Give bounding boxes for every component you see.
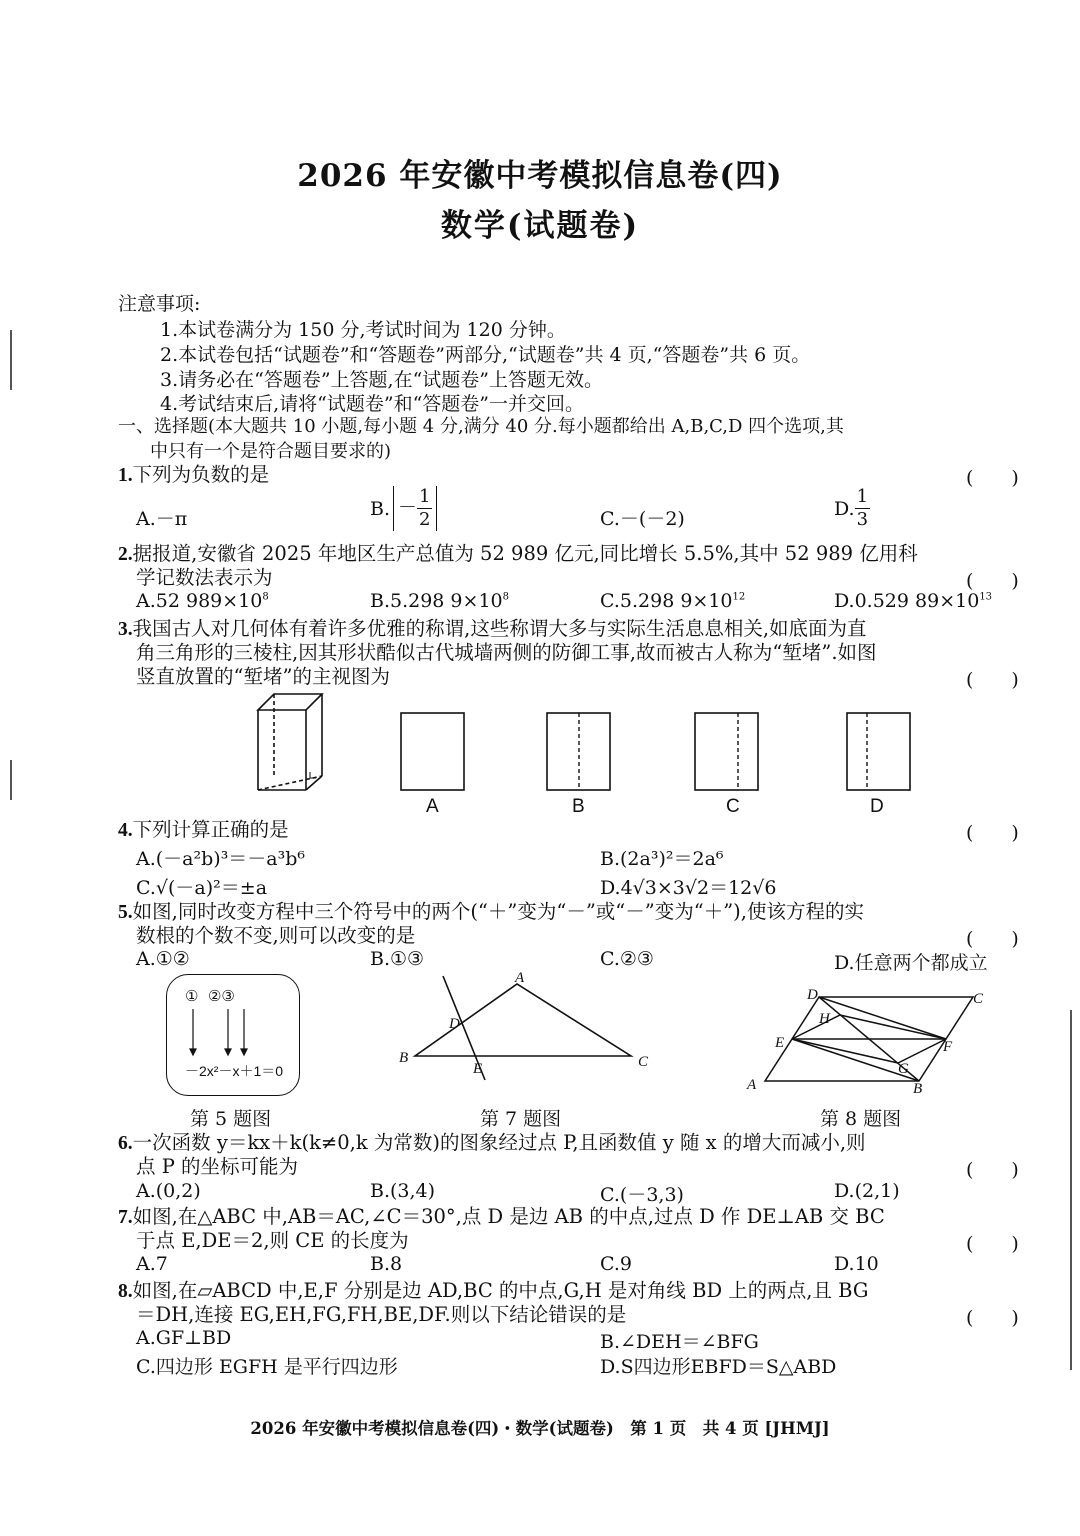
question-6-stem: 6.一次函数 y＝kx＋k(k≠0,k 为常数)的图象经过点 P,且函数值 y 随 x 的增大而减小,则 [118,1131,866,1154]
view-option-b [546,712,612,792]
option-a: A.①② [136,948,190,970]
figure-5-equation: －2x²－x＋1＝0 [185,1063,284,1079]
option-a: A.GF⊥BD [136,1327,232,1349]
scan-edge-mark [10,330,12,390]
option-c: C.5.298 $9\times 10^{12}$ [600,590,746,612]
section-heading-cont: 中只有一个是符合题目要求的) [150,441,392,462]
option-a: A.52 $989\times 10^8$ [136,590,269,612]
option-d: D.S四边形EBFD＝S△ABD [600,1356,837,1378]
question-2-stem: 2.据报道,安徽省 2025 年地区生产总值为 52 989 亿元,同比增长 5.5%,其中 52 989 亿用科 [118,542,918,565]
option-b: B.5.298 $9\times 10^8$ [370,590,509,612]
figure-8 [745,985,995,1095]
view-option-a [400,712,466,792]
page-title: 2026 年安徽中考模拟信息卷(四) [297,158,783,194]
figure-7-caption: 第 7 题图 [480,1108,562,1130]
question-1-stem: 1.下列为负数的是 [118,463,270,486]
option-b: B.①③ [370,948,425,970]
fig7-label-c: C [638,1054,649,1070]
option-c: C.√(－a)²＝±a [136,877,268,899]
question-3-stem-cont: 角三角形的三棱柱,因其形状酷似古代城墙两侧的防御工事,故而被古人称为“堑堵”.如图 [136,641,877,664]
fig8-label-e: E [775,1035,785,1051]
answer-paren: ( ) [966,1307,1019,1329]
view-label-c: C [726,796,740,817]
option-b: B. － $\frac{1}{2}$ [370,486,437,531]
view-option-d [846,712,912,792]
option-d: D. $\frac{1}{3}$ [834,486,869,530]
view-label-d: D [870,796,884,817]
option-b: B.8 [370,1253,403,1275]
figure-5 [166,974,300,1096]
fig7-label-a: A [515,970,525,986]
view-label-a: A [426,796,439,817]
fig7-label-d: D [449,1016,460,1032]
fig7-label-b: B [399,1050,409,1066]
fig8-label-d: D [807,987,818,1003]
question-5-stem: 5.如图,同时改变方程中三个符号中的两个(“＋”变为“－”或“－”变为“＋”),使该方程的实 [118,900,864,923]
option-a: A.7 [136,1253,168,1275]
answer-paren: ( ) [966,570,1019,592]
option-b: B.∠DEH＝∠BFG [600,1331,759,1353]
notice-heading: 注意事项: [118,293,201,315]
option-c: C.四边形 EGFH 是平行四边形 [136,1356,398,1378]
option-c: C.－(－2) [600,508,685,530]
question-6-stem-cont: 点 P 的坐标可能为 [136,1155,299,1178]
option-d: D.任意两个都成立 [834,952,988,974]
notice-item: 1.本试卷满分为 150 分,考试时间为 120 分钟。 [160,319,566,341]
scan-edge-mark [1070,1010,1072,1370]
scan-edge-mark [10,760,12,800]
figure-8-caption: 第 8 题图 [820,1108,902,1130]
fig8-label-b: B [913,1081,923,1097]
prism-figure [250,690,330,800]
answer-paren: ( ) [966,1233,1019,1255]
option-c: C.9 [600,1253,632,1275]
option-b: B.(3,4) [370,1180,436,1202]
question-2-stem-cont: 学记数法表示为 [136,566,273,589]
option-d: D.(2,1) [834,1180,900,1202]
figure-5-caption: 第 5 题图 [190,1108,272,1130]
question-3-stem: 3.我国古人对几何体有着许多优雅的称谓,这些称谓大多与实际生活息息相关,如底面为直 [118,617,867,640]
option-a: A.－π [136,508,188,530]
option-c: C.②③ [600,948,654,970]
question-5-stem-cont: 数根的个数不变,则可以改变的是 [136,924,416,947]
prism-top [258,694,322,710]
question-8-stem-cont: ＝DH,连接 EG,EH,FG,FH,BE,DF.则以下结论错误的是 [136,1303,627,1326]
option-d: D.10 [834,1253,879,1275]
page-subtitle: 数学(试题卷) [440,208,640,244]
answer-paren: ( ) [966,928,1019,950]
option-a: A.(－a²b)³＝－a³b⁶ [136,848,306,870]
question-8-stem: 8.如图,在▱ABCD 中,E,F 分别是边 AD,BC 的中点,G,H 是对角线 BD 上的两点,且 BG [118,1279,869,1302]
question-4-stem: 4.下列计算正确的是 [118,818,289,841]
fig8-label-c: C [973,991,984,1007]
view-label-b: B [572,796,585,817]
answer-paren: ( ) [966,1159,1019,1181]
fig8-label-f: F [943,1039,953,1055]
fig7-label-e: E [473,1061,483,1077]
fig8-label-h: H [819,1011,830,1027]
fig8-label-g: G [898,1061,909,1077]
option-b: B.(2a³)²＝2a⁶ [600,848,724,870]
question-7-stem-cont: 于点 E,DE＝2,则 CE 的长度为 [136,1229,409,1252]
view-option-c [694,712,760,792]
notice-item: 2.本试卷包括“试题卷”和“答题卷”两部分,“试题卷”共 4 页,“答题卷”共 6 页。 [160,344,811,366]
page-footer: 2026 年安徽中考模拟信息卷(四)・数学(试题卷) 第 1 页 共 4 页 [JHMJ] [250,1419,830,1438]
notice-item: 3.请务必在“答题卷”上答题,在“试题卷”上答题无效。 [160,369,604,391]
answer-paren: ( ) [966,669,1019,691]
notice-item: 4.考试结束后,请将“试题卷”和“答题卷”一并交回。 [160,393,585,415]
question-7-stem: 7.如图,在△ABC 中,AB＝AC,∠C＝30°,点 D 是边 AB 的中点,过点 D 作 DE⊥AB 交 BC [118,1205,885,1228]
answer-paren: ( ) [966,467,1019,489]
option-d: D.0.529 $89\times 10^{13}$ [834,590,993,612]
option-a: A.(0,2) [136,1180,201,1202]
section-heading: 一、选择题(本大题共 10 小题,每小题 4 分,满分 40 分.每小题都给出 A,B,C,D 四个选项,其 [118,416,844,437]
option-c: C.(－3,3) [600,1184,684,1206]
fig8-label-a: A [747,1077,757,1093]
answer-paren: ( ) [966,822,1019,844]
figure-7 [395,972,665,1082]
figure-5-marks: ① ②③ [185,987,235,1005]
option-d: D.4√3×3√2＝12√6 [600,877,777,899]
question-3-stem-cont: 竖直放置的“堑堵”的主视图为 [136,665,390,688]
